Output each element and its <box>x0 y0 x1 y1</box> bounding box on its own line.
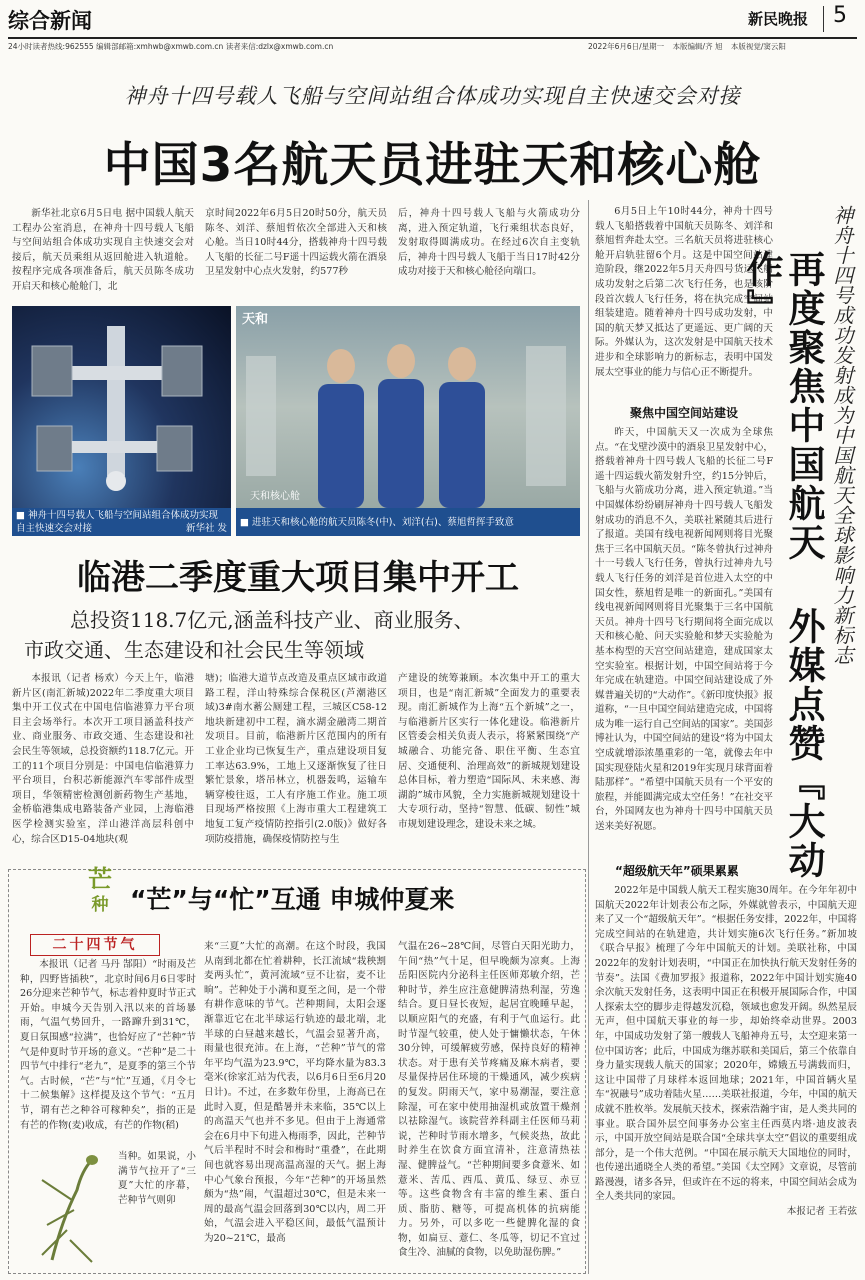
masthead-meta <box>588 41 786 52</box>
space-station-illustration <box>12 306 231 508</box>
paper-name: 新民晚报 <box>748 10 809 28</box>
page-number: 5 <box>833 3 847 28</box>
story2-col-3: 产建设的统筹兼顾。本次集中开工的重大项目，也是“南汇新城”全面发力的重要表现。南汇新城作为上海“五个新城”之一，与临港新片区实行一体化建设。临港新片区管委会相关负责人表示，将紧紧围绕“产城融合、功能完备、职住平衡、生态宜居、交通便利、治理高效”的新城规划建设总体目标，着力塑造“国际风、未来感、海湖韵”城市风貌，全力实施新城规划建设十大专项行动，坚持“智慧、低碳、韧性”城市规划建设理念，建设未来之城。 <box>398 673 580 830</box>
story2-headline: 临港二季度重大项目集中开工 <box>77 558 519 598</box>
story3-col-1b: 当种。如果说，小满节气拉开了“三夏”大忙的序幕，芒种节气则卯 <box>118 1151 196 1206</box>
badge-char-bottom: 种 <box>91 895 109 915</box>
story3-headline: “芒”与“忙”互通 申城仲夏来 <box>130 885 455 914</box>
story4-kicker: 神舟十四号成功发射成为中国航天全球影响力新标志 <box>830 205 854 665</box>
lead-headline: 中国3名航天员进驻天和核心舱 <box>103 138 762 193</box>
mantis-illustration <box>22 1150 114 1270</box>
badge-char-top: 芒 <box>88 864 112 893</box>
story3-col-2: 来“三夏”大忙的高潮。在这个时段，我国从南到北都在忙着耕种，长江流域“栽秧割麦两头忙”，黄河流域“豆不让宿，麦不让晌”。芒种处于小满和夏至之间，是一个带有耕作意味的节气。芒种期间，太阳会逐渐靠近它在北半球运行轨迹的最北端，北半球的白昼越来越长，气温会显著升高，雨量也很充沛。在上海，“芒种”节气的常年平均气温为23.9℃，平均降水量为83.3毫米(徐家汇站为代表，以6月6日至6月20日计)。不过，在多数年份里，上海高已在此时入夏，但是酷暑并未来临，35℃以上的高温天气也并不多见。但由于上海通常会在6月中下旬进入梅雨季，因此，芒种节气后半程时不时会和梅时“重叠”，在此期间也就容易出现高温高湿的天气。据上海中心气象台预报，今年“芒种”的开场虽然颇为“热”闹，气温超过30℃，但是未来一周的最高气温会回落到30℃以内，周二开始，气温会进入平稳区间，最低气温预计为20~21℃，最高 <box>204 941 386 1244</box>
story4-body-2: “超级航天年”硕果累累 2022年是中国载人航天工程实施30周年。在今年年初中国航天2022年计划表公布之际，外媒就曾表示，中国航天迎来了又一个“超级航天年”。“根据任务安排，2022年，中国将完成空间站的在轨建造，共计划实施6次飞行任务。”新加坡《联合早报》梳理了今年中国航天的计划。美联社称，中国2022年的发射计划表明，“中国正在加快执行航天发射任务的节奏”。法国《费加罗报》报道称，2022年中国计划实施40余次航天发射任务，这表明中国正在积极开展国际合作，中国人探索太空的脚步走得越发沉稳，领域也愈发开阔。纵然星辰无声，但中国航天事业的每一步，却始终牵动世界。2003年，中国成功发射了第一艘载人飞船神舟五号，太空迎来第一位中国访客；此后，中国成为继苏联和美国后，第三个依靠自身力量实现载人航天的国家；2020年，嫦娥五号满载而归，这让中国带了月球样本返回地球；2021年，中国首辆火星车“祝融号”成功着陆火星……美联社报道，今年，中国的航天成就不胜枚举。发展航天技术，探索浩瀚宇宙，是人类共同的事业。联合国外层空间事务办公室主任西莫内塔·迪皮波表示，中国开放空间站是联合国“全球共享太空”倡议的重要组成部分，是一个伟大范例。“中国在展示航天大国地位的同时，也传递出通晓全人类的希望。”美国《太空网》文章说，尽管前路漫漫，诸多各异，但或许在不远的将来，中国空间站会成为全人类共同的家园。 本报记者 王若弦 <box>595 858 857 1274</box>
masthead-rule <box>8 37 857 39</box>
photo-overlay-top: 天和 <box>242 312 269 327</box>
story3-badge <box>80 864 120 928</box>
story2-col-2: 塘)；临港大道节点改造及重点区域市政道路工程，洋山特殊综合保税区(芦潮港区域)3#南水蓄公厕建工程，三城区C58-12地块新建初中工程，滴水湖金融湾二期首发项目。目前，临港新片区范围内的所有工业企业均已恢复生产，重点建设项目复工率达63.9%，工地上又逐渐恢复了往日繁忙景象，塔吊林立，机器轰鸣，运输车辆穿梭往返，工人有序施工作业。施工项目现场严格按照《上海市重大工程建筑工地复工复产疫情防控指引(2.0版)》做好各项防疫措施，确保疫情防控与生 <box>205 673 387 845</box>
story4-intro: 6月5日上午10时44分，神舟十四号载人飞船搭载着中国航天员陈冬、刘洋和蔡旭哲奔赴太空。三名航天员将进驻核心舱开启轨驻留6个月。这是中国空间站建造阶段，继2022年5月天舟四号货运飞船成功发射之后第二次飞行任务，也是该阶段首次载人飞行任务，将在执完成空间站组装建造。随着神舟十四号成功发射，中国的航天梦又抵达了更遥远、更广阔的天际。外媒认为，这次发射是中国航天技术进步和全球影响力的新标志，表明中国发展太空事业的能力与信心正不断提升。 <box>595 206 773 378</box>
astronaut-figures <box>236 306 580 508</box>
photo-space-station <box>12 306 231 508</box>
photo1-credit: 新华社 发 <box>185 523 227 534</box>
mantis-icon <box>22 1150 114 1270</box>
issue-date: 2022年6月6日/星期一 <box>588 42 665 51</box>
photo1-caption: ■ 神舟十四号载人飞船与空间站组合体成功实现自主快速交会对接 新华社 发 <box>12 508 231 536</box>
masthead-divider <box>823 6 824 32</box>
story3-col-3: 气温在26~28℃间，尽管白天阳光助力，午间“热”气十足，但早晚颇为凉爽。上海岳阳医院内分泌科主任医师郑敏介绍，芒种时节，养生应注意健脾清热利湿，劳逸结合。夏日昼长夜短，起居宜晚睡早起，以顺应阳气的充盛，有利于气血运行。此时节湿气较重，使人处于慵懒状态，午休30分钟，可缓解疲劳感，保持良好的精神状态。对于患有关节疼痛及麻木病者，要尽量保持居住环境的干燥通风，减少疾病的复发。阴雨天气，家中易潮湿，要注意除湿，可在家中使用抽湿机或放置干燥剂以祛除湿气。该院营养科副主任医师马莉说，芒种时节雨水增多，气候炎热，故此时养生在饮食方面宜清补，注意清热祛湿、健脾益气。“芒种期间要多食薏米、如薏米、苦瓜、西瓜、黄瓜、绿豆、赤豆等。这些食物含有丰富的维生素、蛋白质、脂肪、糖等，可提高机体的抗病能力。另外，可以多吃一些健脾化湿的食物，如扁豆、薏仁、冬瓜等，切记不宜过食生冷、油腻的食物，以免助湿伤脾。” <box>398 941 580 1259</box>
lead-kicker: 神舟十四号载人飞船与空间站组合体成功实现自主快速交会对接 <box>124 84 741 108</box>
story4-subhead-1: 聚焦中国空间站建设 <box>629 406 738 420</box>
hotline: 24小时读者热线:962555 编辑部邮箱:xmhwb@xmwb.com.cn 读者来信:dzlx@xmwb.com.cn <box>8 42 334 51</box>
story4-byline: 本报记者 王若弦 <box>786 1206 857 1218</box>
lead-col-3: 后，神舟十四号载人飞船与火箭成功分离，进入预定轨道，飞行乘组状态良好，发射取得圆满成功。在经过6次自主变轨后，神舟十四号载人飞船于当日17时42分成功对接于天和核心舱径向端口。 <box>398 208 580 278</box>
lead-col-2: 京时间2022年6月5日20时50分，航天员陈冬、刘洋、蔡旭哲依次全部进入天和核心舱。当日10时44分，搭载神舟十四号载人飞船的长征二号F遥十四运载火箭在酒泉卫星发射中心点火发射，约577秒 <box>205 208 387 278</box>
story2-subhead-2: 市政交通、生态建设和社会民生等领域 <box>24 638 364 662</box>
page-editor: 本版编辑/齐 旭 <box>672 42 723 51</box>
story2-subhead-1: 总投资118.7亿元,涵盖科技产业、商业服务、 <box>70 608 474 632</box>
story4-subhead-2: “超级航天年”硕果累累 <box>615 864 739 878</box>
photo-overlay-bottom: 天和核心舱 <box>250 491 300 502</box>
photo-astronauts <box>236 306 580 508</box>
photo2-caption: ■ 进驻天和核心舱的航天员陈冬(中)、刘洋(右)、蔡旭哲挥手致意 <box>236 508 580 536</box>
story4-body-1: 聚焦中国空间站建设 昨天，中国航天又一次成为全球焦点。“在戈壁沙漠中的酒泉卫星发射中心，搭载着神舟十四号载人飞船的长征二号F遥十四运载火箭发射升空，约15分钟后，飞船与火箭成功分离，进入预定轨道。”当中国媒体纷纷刷屏神舟十四号载人飞船发射成功的消息不久，美联社紧随其后进行了报道。美国有线电视新闻网则将目光聚焦于三名中国航天员。“陈冬曾执行过神舟十一号载人飞行任务，曾执行过神舟九号载人飞行任务的刘洋是首位进入太空的中国女性，蔡旭哲是唯一的新面孔。”美国有线电视新闻网则将目光聚集于三名中国航天员。神舟十四号飞行期间将全面完成以天和核心舱、问天实验舱和梦天实验舱为基本构型的天宫空间站建造，建成国家太空实验室。根据计划，中国空间站将于今年完成在轨建造。中国空间站建设成了外媒普遍关切的“大动作”。《新印度快报》报道称，“一旦中国空间站建造完成，中国将成为唯一运行自己空间站的国家”。美国彭博社认为，中国空间站的建设“将为中国太空成就增添浓墨重彩的一笔，就像去年中国实现登陆火星和2019年实现月球背面着陆那样”。“希望中国航天员有一个平安的旅程，并能圆满完成太空任务！”在社交平台，外国网友也为神舟十四号中国航天员送来美好祝愿。 <box>595 400 773 840</box>
section-title: 综合新闻 <box>8 9 92 33</box>
story4-headline: 再度聚焦中国航天 外媒点赞『大动作』 <box>740 250 825 880</box>
lead-col-1: 新华社北京6月5日电 据中国载人航天工程办公室消息，在神舟十四号载人飞船与空间站组合体成功实现自主快速交会对接后，航天员乘组从返回舱进入轨道舱。按程序完成各项准备后，航天员陈冬成功开启天和核心舱舱门，北 <box>12 208 194 292</box>
column-rule <box>588 200 589 1274</box>
page-designer: 本版视觉/窦云阳 <box>730 42 786 51</box>
story3-col-1: 本报讯（记者 马丹 郜阳）“时雨及芒种，四野皆插秧”，北京时间6月6日零时26分迎来芒种节气，标志着仲夏时节正式开始。申城今天告别入汛以来的首场暴雨，气温气势回升，一路蹿升到31℃，夏日氛围感“拉满”，也恰好应了“芒种”节气是仲夏时节开场的意义。“芒种”是二十四节气中排行“老九”，是夏季的第三个节气。古时候，“芒”与“忙”互通，《月令七十二候集解》这样提及这个节气：“五月节，谓有芒之种谷可稼种矣”，指的正是有芒的作物(麦)收成，有芒的作物(稻) <box>20 959 196 1131</box>
solar-term-tag: 二十四节气 <box>30 934 160 956</box>
story2-col-1: 本报讯（记者 杨欢）今天上午，临港新片区(南汇新城)2022年二季度重大项目集中开工仪式在中国电信临港算力平台项目主会场举行。本次开工项目涵盖科技产业、商业服务、市政交通、生态建设和社会民生等领域，总投资额约118.7亿元。开工的11个项目分别是：中国电信临港算力平台项目，台积芯新能源汽车零部件成型项目，华领精密检测创新药物生产基地，金桥临港集成电路装备产业园，上海临港医学检测实验室，洋山港洋高层科创中心，综合区D15-04地块(观 <box>12 673 194 845</box>
